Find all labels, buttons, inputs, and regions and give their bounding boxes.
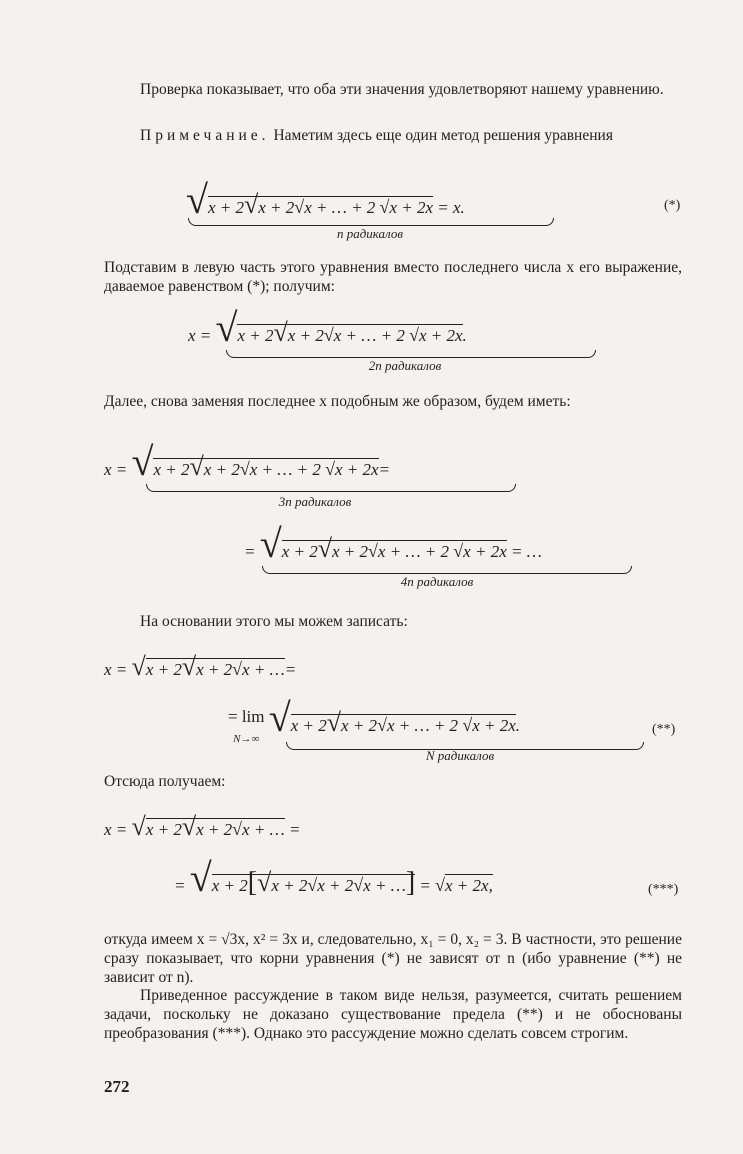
radical-sign: √ [307, 875, 318, 895]
eq2-end: . [462, 326, 467, 345]
radical-sign: √ [409, 325, 419, 345]
radical-sign: √ [181, 812, 197, 841]
radical-sign: √ [131, 812, 146, 841]
eq8-term: x + 2 [317, 876, 354, 895]
radicand [204, 458, 379, 479]
paragraph-conclusion: Приведенное рассуждение в таком виде нельзя, разумеется, считать решением задачи, поскольку не доказано существование предела (**) и не обоснованы преобразования (***). Однако это рассуждение можно сделать совсем строгим. [104, 987, 682, 1042]
radicand [341, 714, 516, 735]
radicand [332, 540, 507, 561]
eq7-term: x + 2 [145, 820, 182, 839]
eq8-rhs: = [419, 876, 436, 895]
radical-sign: √ [294, 197, 305, 217]
eq4-lhs: = [244, 542, 256, 561]
eq6-term: x + … + 2 [386, 716, 459, 735]
eq8-lhs: = [174, 876, 186, 895]
limit-text: = lim [228, 707, 265, 727]
radical-sign: √ [325, 459, 335, 479]
radical-sign: √ [379, 197, 390, 217]
note-heading: Примечание. [140, 127, 270, 144]
underbrace [188, 218, 554, 226]
eq4-term: x + 2 [281, 542, 318, 561]
eq7-lhs: x = [104, 820, 128, 839]
note-text: Наметим здесь еще один метод решения уравнения [273, 127, 613, 144]
left-bracket: [ [247, 867, 258, 898]
eq3-innermost: x + 2x [334, 460, 379, 479]
eq1-term: x + … + 2 [304, 198, 376, 217]
paragraph-whence: откуда имеем x = √3x, x² = 3x и, следовательно, x₁ = 0, x₂ = 3. В частности, это решение сразу показывает, что корни уравнения (*) не зависят от n (ибо уравнение (**) не зависит от n). [104, 931, 682, 986]
eq7-end: = [288, 820, 301, 839]
eq1-term: x + 2 [258, 198, 295, 217]
eq5-term: x + 2 [145, 660, 182, 679]
radical-sign: √ [273, 318, 288, 347]
underbrace [262, 566, 632, 574]
radical-sign: √ [317, 534, 332, 563]
eq8-innermost: x + … [363, 876, 406, 895]
eq7-innermost: x + … [242, 820, 285, 839]
radicand [288, 324, 463, 345]
eq4-end: = … [510, 542, 542, 561]
radical-sign: √ [186, 177, 208, 222]
radical-sign: √ [131, 439, 154, 484]
radical-sign: √ [243, 190, 259, 219]
radical-sign: √ [368, 541, 378, 561]
radical-sign: √ [215, 305, 238, 350]
radicand [378, 540, 507, 561]
eq6-term: x + 2 [290, 716, 327, 735]
eq8-final: x + 2x, [445, 876, 493, 895]
brace-label: 4n радикалов [400, 574, 474, 589]
paragraph-note [104, 126, 682, 145]
eq5-innermost: x + … [242, 660, 285, 679]
eq8-term: x + 2 [271, 876, 308, 895]
underbrace [226, 350, 596, 358]
eq6-innermost: x + 2x [472, 716, 516, 735]
eq3-end: = [378, 460, 391, 479]
radical-sign: √ [189, 855, 212, 900]
radicand [196, 818, 285, 839]
eq5-end: = [284, 660, 297, 679]
radicand [281, 534, 507, 563]
paragraph-again: Далее, снова заменяя последнее x подобным же образом, будем иметь: [104, 393, 571, 410]
radicand [153, 452, 379, 481]
brace-label: 3n радикалов [278, 494, 352, 509]
eq4-innermost: x + 2x [463, 542, 507, 561]
radical-sign: √ [131, 652, 146, 681]
eq7-term: x + 2 [196, 820, 233, 839]
eq3-term: x + … + 2 [249, 460, 321, 479]
radicand [387, 714, 516, 735]
eq8-term: x + 2 [211, 876, 248, 895]
limit-operator [228, 707, 265, 747]
equation-5 [104, 652, 296, 682]
radical-sign: √ [189, 452, 204, 481]
equation-7 [104, 812, 300, 842]
radical-sign: √ [462, 715, 473, 735]
radicand [334, 324, 463, 345]
radicand [207, 190, 433, 219]
radical-sign: √ [239, 459, 250, 479]
eq1-rhs: = x. [437, 198, 465, 217]
eq4-term: x + 2 [332, 542, 369, 561]
radicand [145, 652, 285, 681]
radicand [237, 318, 463, 347]
radical-sign: √ [268, 695, 291, 740]
eq2-innermost: x + 2x [418, 326, 463, 345]
radicand [196, 658, 285, 679]
equation-4 [244, 521, 542, 566]
eq2-lhs: x = [188, 326, 212, 345]
radicand [250, 458, 379, 479]
eq6-end: . [515, 716, 521, 735]
paragraph-basis: На основании этого мы можем записать: [140, 613, 408, 630]
equation-tag: (***) [648, 882, 679, 897]
eq2-term: x + … + 2 [333, 326, 405, 345]
eq3-lhs: x = [104, 460, 128, 479]
limit-subscript: N→∞ [233, 733, 260, 746]
radical-sign: √ [435, 875, 446, 895]
eq3-term: x + 2 [203, 460, 240, 479]
eq2-term: x + 2 [237, 326, 274, 345]
right-bracket: ] [405, 867, 416, 898]
eq5-lhs: x = [104, 660, 128, 679]
radical-sign: √ [326, 708, 342, 737]
radical-sign: √ [453, 541, 464, 561]
radical-sign: √ [353, 875, 364, 895]
eq2-term: x + 2 [287, 326, 324, 345]
equation-8 [174, 855, 493, 900]
radicand [271, 874, 405, 895]
radical-sign: √ [323, 325, 334, 345]
paragraph-verification: Проверка показывает, что оба эти значения удовлетворяют нашему уравнению. [140, 81, 664, 98]
eq1-term: x + 2 [207, 198, 244, 217]
paragraph-hence: Отсюда получаем: [104, 773, 226, 790]
radicand [290, 708, 516, 737]
eq4-term: x + … + 2 [377, 542, 450, 561]
eq6-term: x + 2 [341, 716, 378, 735]
eq1-innermost: x + 2x [389, 198, 433, 217]
brace-label: n радикалов [336, 226, 404, 241]
radicand [317, 874, 406, 895]
brace-label: 2n радикалов [368, 358, 442, 373]
brace-label: N радикалов [425, 748, 495, 763]
eq5-term: x + 2 [196, 660, 233, 679]
equation-1 [186, 177, 465, 222]
radical-sign: √ [377, 715, 387, 735]
equation-3 [104, 439, 391, 484]
eq3-term: x + 2 [153, 460, 190, 479]
radical-sign: √ [181, 652, 197, 681]
radicand [145, 812, 285, 841]
equation-tag: (*) [664, 198, 681, 213]
equation-6 [228, 695, 521, 747]
radical-sign: √ [257, 868, 272, 897]
equation-tag: (**) [652, 722, 676, 737]
page-number: 272 [104, 1077, 130, 1096]
radicand [211, 867, 416, 898]
radicand [304, 196, 433, 217]
paragraph-substitute: Подставим в левую часть этого уравнения вместо последнего числа x его выражение, даваемое равенством (*); получим: [104, 259, 682, 295]
underbrace [146, 484, 516, 492]
radical-sign: √ [259, 521, 282, 566]
radical-sign: √ [232, 819, 243, 839]
equation-2 [188, 305, 467, 350]
radical-sign: √ [232, 659, 243, 679]
radicand [258, 196, 433, 217]
